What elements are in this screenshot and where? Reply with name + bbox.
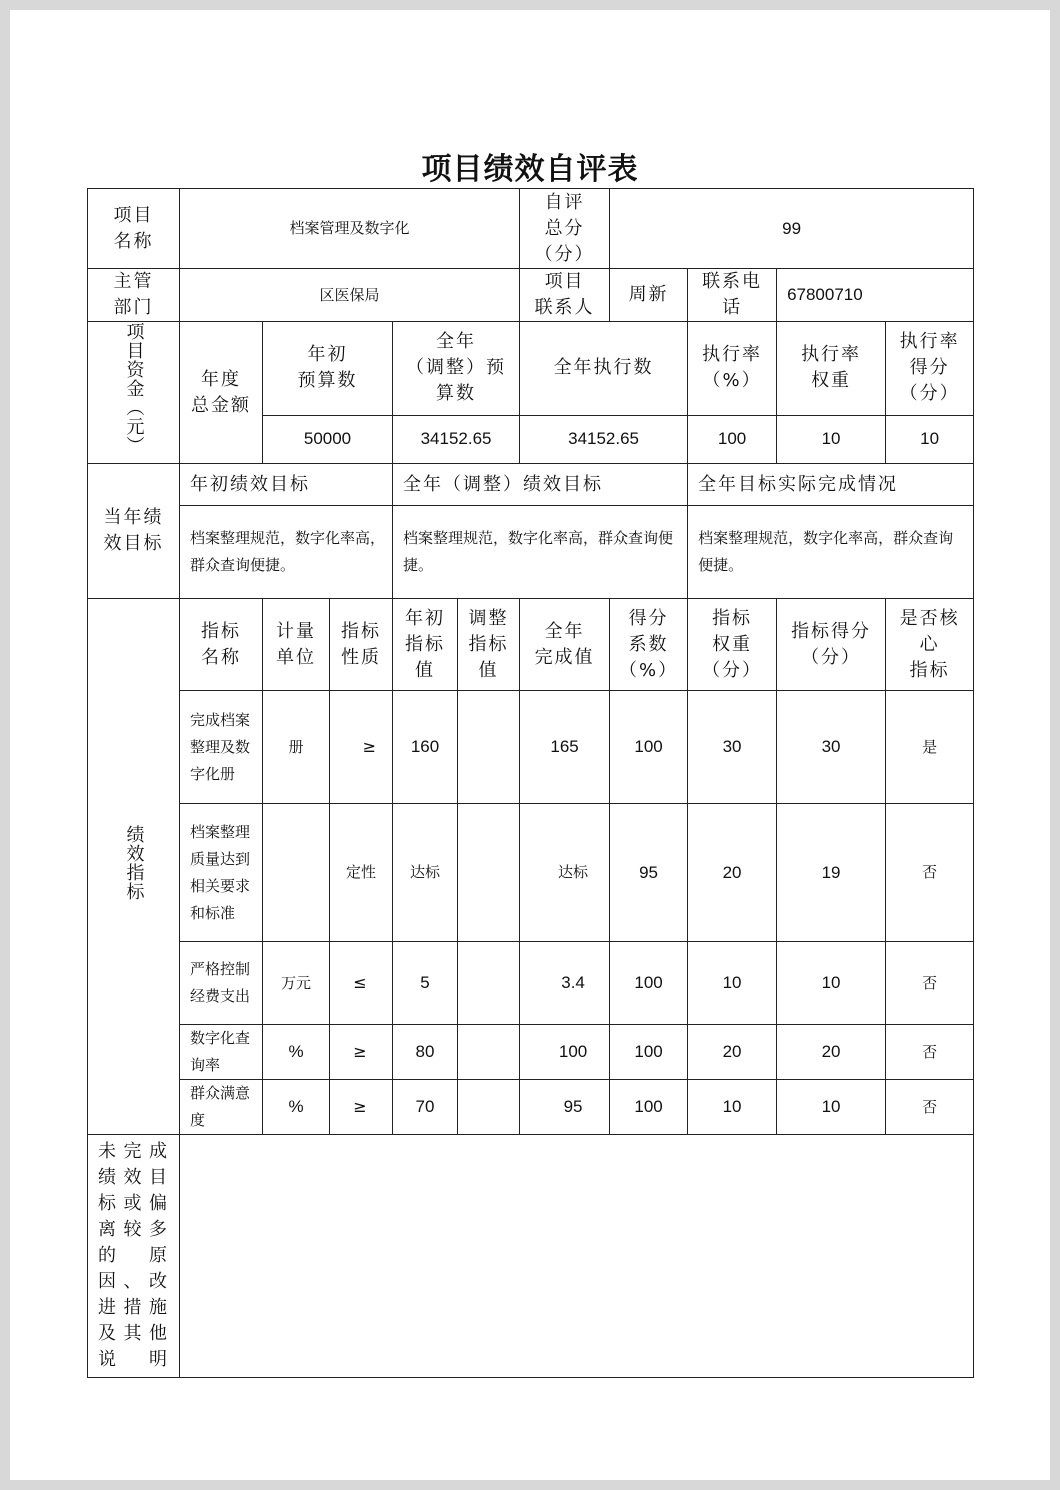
ind-unit: % bbox=[263, 1025, 330, 1080]
table-row bbox=[88, 804, 974, 942]
table-row bbox=[88, 691, 974, 804]
project-name-value: 档案管理及数字化 bbox=[180, 189, 520, 269]
goals-col2-header: 全年（调整）绩效目标 bbox=[393, 464, 688, 506]
ind-actual: 3.4 bbox=[520, 942, 610, 1025]
ind-core: 否 bbox=[886, 804, 974, 942]
phone-value: 67800710 bbox=[777, 269, 974, 322]
goals-col1-text: 档案整理规范，数字化率高，群众查询便捷。 bbox=[180, 506, 393, 599]
dept-label: 主管 部门 bbox=[88, 269, 180, 322]
ind-initial: 80 bbox=[393, 1025, 458, 1080]
ind-adjusted bbox=[458, 1080, 520, 1135]
ind-unit: 万元 bbox=[263, 942, 330, 1025]
funds-initial-label: 年初 预算数 bbox=[263, 322, 393, 416]
ind-initial: 160 bbox=[393, 691, 458, 804]
table-row bbox=[88, 1080, 974, 1135]
ind-initial: 70 bbox=[393, 1080, 458, 1135]
funds-executed-value: 34152.65 bbox=[520, 415, 688, 463]
ind-unit bbox=[263, 804, 330, 942]
ind-coef: 95 bbox=[610, 804, 688, 942]
ind-weight: 20 bbox=[688, 1025, 777, 1080]
ind-adjusted bbox=[458, 942, 520, 1025]
ind-initial: 达标 bbox=[393, 804, 458, 942]
ind-nature: ≥ bbox=[330, 1080, 393, 1135]
ind-name: 严格控制经费支出 bbox=[180, 942, 263, 1025]
goals-col3-text: 档案整理规范，数字化率高，群众查询便捷。 bbox=[688, 506, 974, 599]
ind-header-weight: 指标 权重 （分） bbox=[688, 599, 777, 691]
funds-weight-label: 执行率 权重 bbox=[777, 322, 886, 416]
ind-nature: ≥ bbox=[330, 1025, 393, 1080]
ind-coef: 100 bbox=[610, 1080, 688, 1135]
ind-actual: 100 bbox=[520, 1025, 610, 1080]
ind-header-name: 指标 名称 bbox=[180, 599, 263, 691]
phone-label: 联系电 话 bbox=[688, 269, 777, 322]
ind-unit: % bbox=[263, 1080, 330, 1135]
ind-name: 完成档案整理及数字化册 bbox=[180, 691, 263, 804]
goals-label: 当年绩 效目标 bbox=[88, 464, 180, 599]
ind-score: 10 bbox=[777, 942, 886, 1025]
ind-header-core: 是否核 心 指标 bbox=[886, 599, 974, 691]
goals-col2-text: 档案整理规范，数字化率高，群众查询便捷。 bbox=[393, 506, 688, 599]
ind-score: 19 bbox=[777, 804, 886, 942]
ind-nature: 定性 bbox=[330, 804, 393, 942]
ind-coef: 100 bbox=[610, 1025, 688, 1080]
ind-coef: 100 bbox=[610, 942, 688, 1025]
ind-adjusted bbox=[458, 691, 520, 804]
ind-name: 档案整理质量达到相关要求和标准 bbox=[180, 804, 263, 942]
funds-label: 项目资金（元） bbox=[88, 322, 180, 464]
ind-header-initial: 年初 指标 值 bbox=[393, 599, 458, 691]
goals-col3-header: 全年目标实际完成情况 bbox=[688, 464, 974, 506]
self-score-label: 自评 总分 （分） bbox=[520, 189, 610, 269]
ind-header-actual: 全年 完成值 bbox=[520, 599, 610, 691]
funds-total-label: 年度 总金额 bbox=[180, 322, 263, 464]
ind-coef: 100 bbox=[610, 691, 688, 804]
funds-rate-label: 执行率 （%） bbox=[688, 322, 777, 416]
ind-nature: ≤ bbox=[330, 942, 393, 1025]
ind-weight: 30 bbox=[688, 691, 777, 804]
ind-core: 否 bbox=[886, 1080, 974, 1135]
dept-value: 区医保局 bbox=[180, 269, 520, 322]
ind-header-nature: 指标 性质 bbox=[330, 599, 393, 691]
ind-score: 10 bbox=[777, 1080, 886, 1135]
ind-score: 30 bbox=[777, 691, 886, 804]
funds-adjusted-value: 34152.65 bbox=[393, 415, 520, 463]
ind-actual: 95 bbox=[520, 1080, 610, 1135]
funds-weight-value: 10 bbox=[777, 415, 886, 463]
funds-executed-label: 全年执行数 bbox=[520, 322, 688, 416]
ind-core: 是 bbox=[886, 691, 974, 804]
contact-label: 项目 联系人 bbox=[520, 269, 610, 322]
ind-name: 群众满意度 bbox=[180, 1080, 263, 1135]
ind-nature: ≥ bbox=[330, 691, 393, 804]
ind-actual: 165 bbox=[520, 691, 610, 804]
ind-score: 20 bbox=[777, 1025, 886, 1080]
funds-rate-score-label: 执行率 得分 （分） bbox=[886, 322, 974, 416]
table-row bbox=[88, 1025, 974, 1080]
funds-rate-value: 100 bbox=[688, 415, 777, 463]
funds-adjusted-label: 全年 （调整）预 算数 bbox=[393, 322, 520, 416]
indicators-label: 绩效指标 bbox=[88, 599, 180, 1135]
table-row bbox=[88, 942, 974, 1025]
ind-initial: 5 bbox=[393, 942, 458, 1025]
ind-actual: 达标 bbox=[520, 804, 610, 942]
notes-label: 未完成绩效目标或偏离较多的原因、改进措施及其他说明 bbox=[88, 1135, 180, 1378]
notes-value bbox=[180, 1135, 974, 1378]
contact-value: 周新 bbox=[610, 269, 688, 322]
self-score-value: 99 bbox=[610, 189, 974, 269]
ind-unit: 册 bbox=[263, 691, 330, 804]
ind-adjusted bbox=[458, 1025, 520, 1080]
ind-weight: 10 bbox=[688, 1080, 777, 1135]
ind-core: 否 bbox=[886, 942, 974, 1025]
project-name-label: 项目 名称 bbox=[88, 189, 180, 269]
ind-header-coef: 得分 系数 （%） bbox=[610, 599, 688, 691]
ind-weight: 10 bbox=[688, 942, 777, 1025]
evaluation-table bbox=[87, 188, 974, 1378]
ind-header-score: 指标得分 （分） bbox=[777, 599, 886, 691]
ind-adjusted bbox=[458, 804, 520, 942]
ind-core: 否 bbox=[886, 1025, 974, 1080]
ind-weight: 20 bbox=[688, 804, 777, 942]
ind-name: 数字化查询率 bbox=[180, 1025, 263, 1080]
ind-header-unit: 计量 单位 bbox=[263, 599, 330, 691]
funds-initial-value: 50000 bbox=[263, 415, 393, 463]
goals-col1-header: 年初绩效目标 bbox=[180, 464, 393, 506]
page-title: 项目绩效自评表 bbox=[421, 152, 639, 187]
funds-rate-score-value: 10 bbox=[886, 415, 974, 463]
ind-header-adjusted: 调整 指标 值 bbox=[458, 599, 520, 691]
